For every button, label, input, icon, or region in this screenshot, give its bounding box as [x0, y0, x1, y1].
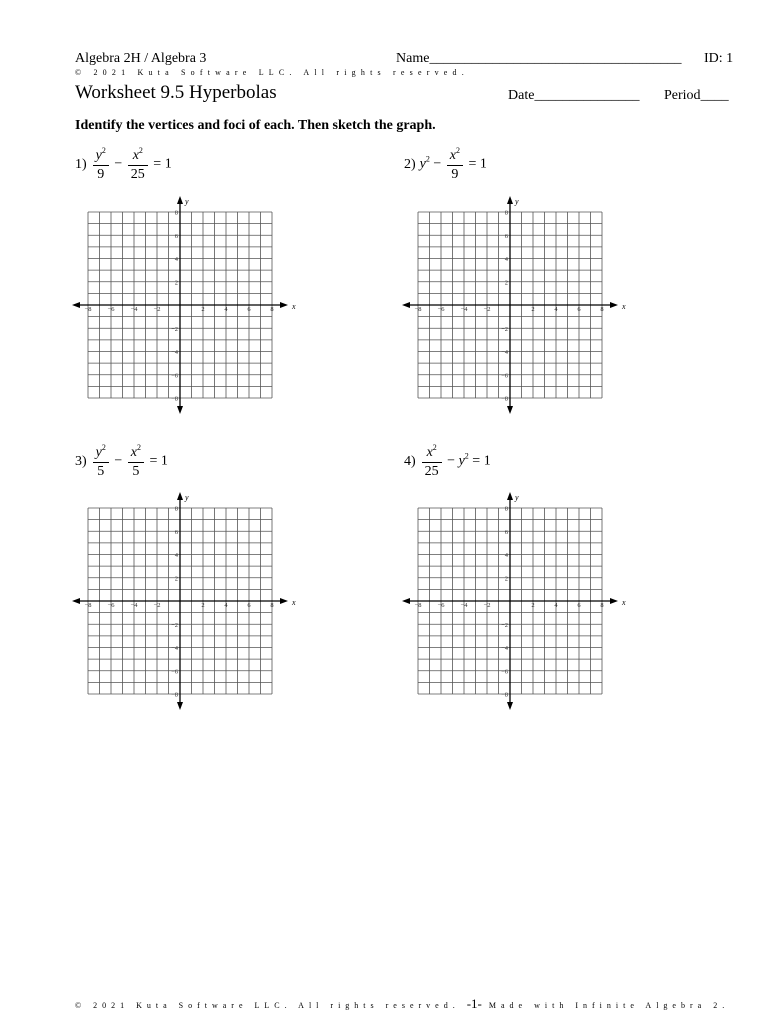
x-tick-label: 8 — [600, 602, 604, 609]
x-tick-label: 8 — [270, 306, 274, 313]
equation: $y^2$ − $\frac{x^2}{9}$ = 1 — [419, 146, 487, 182]
name-label: Name — [396, 51, 430, 66]
y-tick-label: −8 — [501, 395, 508, 403]
x-axis-label: x — [292, 302, 296, 311]
x-tick-label: −6 — [107, 602, 115, 609]
x-tick-label: 2 — [201, 602, 205, 609]
y-tick-label: −2 — [171, 325, 178, 333]
y-axis-label: y — [515, 493, 519, 502]
name-field — [396, 51, 681, 67]
header-copyright: © 2021 Kuta Software LLC. All rights reserved. — [75, 68, 469, 77]
fraction: $\frac{x^2}{9}$ — [447, 146, 463, 183]
problem-number: 1) — [75, 156, 87, 172]
y-tick-label: 4 — [174, 552, 178, 559]
y-axis-label: y — [185, 493, 189, 502]
y-axis-label: y — [185, 197, 189, 206]
y-tick-label: −8 — [171, 395, 178, 403]
name-line: ____________________________________ — [429, 51, 682, 66]
fraction: $\frac{y^2}{9}$ — [93, 146, 109, 183]
x-tick-label: 6 — [577, 306, 581, 313]
y-axis-arrow-down — [507, 702, 513, 710]
x-tick-label: −8 — [84, 602, 92, 609]
y-axis-arrow-up — [507, 492, 513, 500]
equation: $\frac{y^2}{5}$ − $\frac{x^2}{5}$ = 1 — [91, 443, 168, 480]
x-axis-arrow-right — [280, 302, 288, 308]
coordinate-grid-3[interactable] — [74, 492, 296, 710]
x-tick-label: 2 — [531, 602, 535, 609]
x-axis-arrow-left — [402, 302, 410, 308]
y-axis-arrow-down — [507, 406, 513, 414]
date-field — [508, 88, 639, 104]
x-tick-label: −8 — [84, 306, 92, 313]
y-tick-label: 4 — [504, 552, 508, 559]
worksheet-title: Worksheet 9.5 Hyperbolas — [75, 82, 277, 103]
x-tick-label: −4 — [460, 306, 468, 313]
instructions: Identify the vertices and foci of each. Then sketch the graph. — [75, 118, 436, 133]
x-axis-arrow-left — [72, 598, 80, 604]
page-number: -1- — [466, 996, 482, 1011]
y-tick-label: −4 — [501, 349, 508, 356]
fraction: $\frac{x^2}{25}$ — [422, 443, 442, 480]
y-tick-label: −4 — [501, 645, 508, 652]
footer-copyright: © 2021 Kuta Software LLC. All rights reserved. — [75, 1001, 460, 1010]
x-tick-label: −6 — [437, 602, 445, 609]
footer — [75, 996, 729, 1012]
y-tick-label: 8 — [504, 209, 508, 217]
y-axis-arrow-up — [177, 196, 183, 204]
coordinate-grid-4[interactable] — [404, 492, 626, 710]
course-name: Algebra 2H / Algebra 3 — [75, 51, 207, 66]
y-axis-arrow-down — [177, 702, 183, 710]
y-axis-arrow-down — [177, 406, 183, 414]
x-tick-label: −4 — [130, 602, 138, 609]
y-tick-label: −6 — [501, 372, 508, 380]
x-axis-label: x — [622, 598, 626, 607]
x-axis-arrow-right — [280, 598, 288, 604]
y-axis-arrow-up — [177, 492, 183, 500]
y-tick-label: 8 — [174, 209, 178, 217]
y-tick-label: 2 — [174, 279, 178, 287]
fraction: $\frac{y^2}{5}$ — [93, 443, 109, 480]
period-line: ____ — [700, 88, 729, 103]
x-tick-label: 6 — [247, 306, 251, 313]
x-tick-label: −2 — [153, 602, 161, 609]
fraction: $\frac{x^2}{5}$ — [128, 443, 144, 480]
y-tick-label: −4 — [171, 645, 178, 652]
y-tick-label: 2 — [504, 575, 508, 583]
x-tick-label: −4 — [130, 306, 138, 313]
x-tick-label: −2 — [483, 602, 491, 609]
problem-number: 2) — [404, 156, 416, 172]
x-tick-label: −8 — [414, 602, 422, 609]
problem-1 — [75, 146, 172, 183]
equation: $\frac{y^2}{9}$ − $\frac{x^2}{25}$ = 1 — [91, 146, 172, 183]
x-axis-arrow-left — [402, 598, 410, 604]
x-tick-label: −4 — [460, 602, 468, 609]
x-tick-label: 2 — [531, 306, 535, 313]
date-line: _______________ — [534, 88, 640, 103]
date-label: Date — [508, 88, 535, 103]
x-tick-label: 2 — [201, 306, 205, 313]
y-tick-label: −8 — [501, 691, 508, 699]
y-tick-label: 6 — [174, 528, 178, 536]
x-tick-label: 6 — [577, 602, 581, 609]
y-tick-label: −8 — [171, 691, 178, 699]
footer-credit: Made with Infinite Algebra 2. — [488, 1001, 730, 1010]
y-tick-label: 2 — [174, 575, 178, 583]
x-tick-label: −6 — [437, 306, 445, 313]
x-tick-label: 8 — [270, 602, 274, 609]
x-tick-label: −2 — [483, 306, 491, 313]
y-tick-label: −4 — [171, 349, 178, 356]
equation: $\frac{x^2}{25}$ − $y^2 = 1$ — [420, 443, 491, 480]
period-label: Period — [664, 88, 701, 103]
fraction: $\frac{x^2}{25}$ — [128, 146, 148, 183]
y-tick-label: −2 — [501, 621, 508, 629]
problem-2 — [404, 146, 487, 183]
y-tick-label: −6 — [171, 372, 178, 380]
x-axis-arrow-left — [72, 302, 80, 308]
y-tick-label: −2 — [501, 325, 508, 333]
problem-4 — [404, 443, 491, 480]
y-axis-arrow-up — [507, 196, 513, 204]
coordinate-grid-1[interactable] — [74, 196, 296, 414]
y-tick-label: 8 — [504, 505, 508, 513]
x-tick-label: −8 — [414, 306, 422, 313]
period-field — [664, 88, 729, 104]
y-tick-label: 4 — [504, 256, 508, 263]
x-axis-label: x — [292, 598, 296, 607]
x-axis-label: x — [622, 302, 626, 311]
problem-number: 4) — [404, 453, 416, 469]
x-tick-label: 4 — [554, 602, 558, 609]
worksheet-id: ID: 1 — [704, 51, 734, 66]
coordinate-grid-2[interactable] — [404, 196, 626, 414]
y-tick-label: 8 — [174, 505, 178, 513]
x-tick-label: 8 — [600, 306, 604, 313]
problem-number: 3) — [75, 453, 87, 469]
y-tick-label: 4 — [174, 256, 178, 263]
x-tick-label: 6 — [247, 602, 251, 609]
x-tick-label: 4 — [554, 306, 558, 313]
y-tick-label: 6 — [504, 232, 508, 240]
x-tick-label: 4 — [224, 602, 228, 609]
x-axis-arrow-right — [610, 598, 618, 604]
y-tick-label: 6 — [174, 232, 178, 240]
y-tick-label: 6 — [504, 528, 508, 536]
x-tick-label: −6 — [107, 306, 115, 313]
y-axis-label: y — [515, 197, 519, 206]
y-tick-label: −2 — [171, 621, 178, 629]
problem-3 — [75, 443, 168, 480]
y-tick-label: −6 — [501, 668, 508, 676]
y-tick-label: −6 — [171, 668, 178, 676]
y-tick-label: 2 — [504, 279, 508, 287]
x-tick-label: −2 — [153, 306, 161, 313]
x-axis-arrow-right — [610, 302, 618, 308]
x-tick-label: 4 — [224, 306, 228, 313]
